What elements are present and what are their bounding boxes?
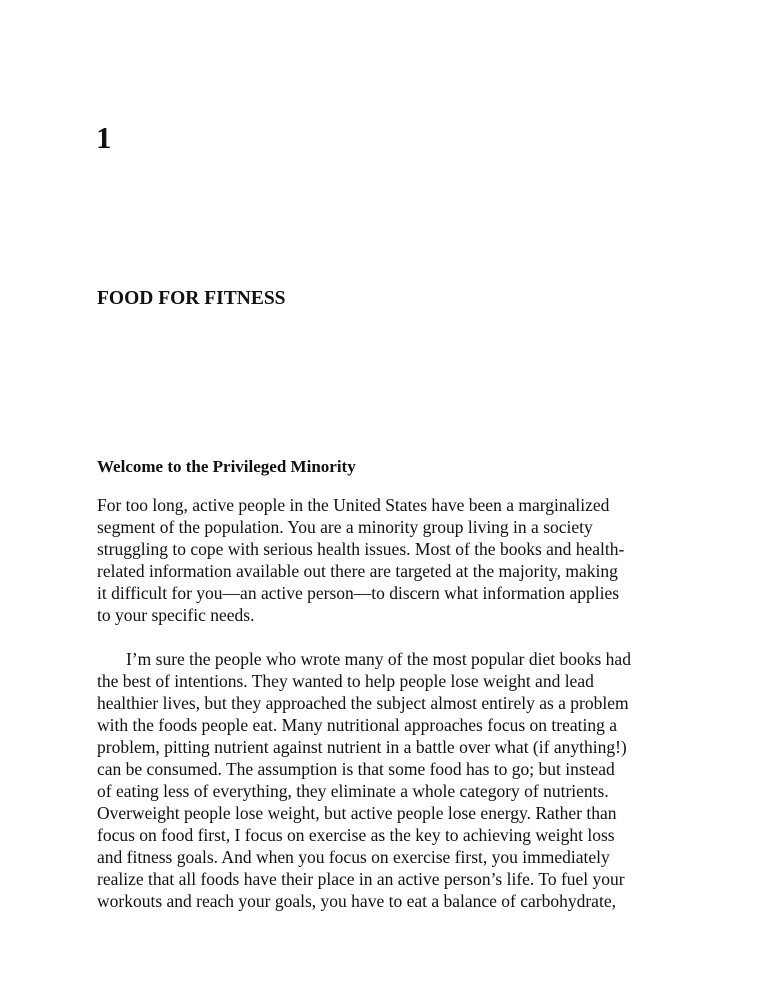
section-heading: Welcome to the Privileged Minority [97, 457, 356, 476]
text-line: struggling to cope with serious health issues. Most of the books and health- [97, 539, 625, 559]
text-line: of eating less of everything, they eliminate a whole category of nutrients. [97, 781, 609, 801]
text-line: related information available out there are targeted at the majority, making [97, 561, 618, 581]
text-line: Overweight people lose weight, but active people lose energy. Rather than [97, 803, 617, 823]
chapter-number: 1 [96, 120, 112, 155]
paragraph-1 [97, 494, 677, 626]
text-line: realize that all foods have their place in an active person’s life. To fuel your [97, 869, 625, 889]
text-line: segment of the population. You are a minority group living in a society [97, 517, 593, 537]
text-line: focus on food first, I focus on exercise as the key to achieving weight loss [97, 825, 615, 845]
text-line: the best of intentions. They wanted to help people lose weight and lead [97, 671, 594, 691]
text-line: For too long, active people in the United States have been a marginalized [97, 495, 610, 515]
text-line: workouts and reach your goals, you have to eat a balance of carbohydrate, [97, 891, 616, 911]
text-line: healthier lives, but they approached the subject almost entirely as a problem [97, 693, 629, 713]
text-line: and fitness goals. And when you focus on exercise first, you immediately [97, 847, 610, 867]
text-line: can be consumed. The assumption is that some food has to go; but instead [97, 759, 615, 779]
chapter-title: FOOD FOR FITNESS [97, 288, 286, 309]
text-line: problem, pitting nutrient against nutrient in a battle over what (if anything!) [97, 737, 627, 757]
text-line: I’m sure the people who wrote many of the most popular diet books had [126, 649, 631, 669]
text-line: it difficult for you—an active person—to discern what information applies [97, 583, 620, 603]
paragraph-2 [97, 648, 677, 912]
text-line: to your specific needs. [97, 605, 255, 625]
body-text [97, 494, 677, 934]
text-line: with the foods people eat. Many nutritional approaches focus on treating a [97, 715, 617, 735]
